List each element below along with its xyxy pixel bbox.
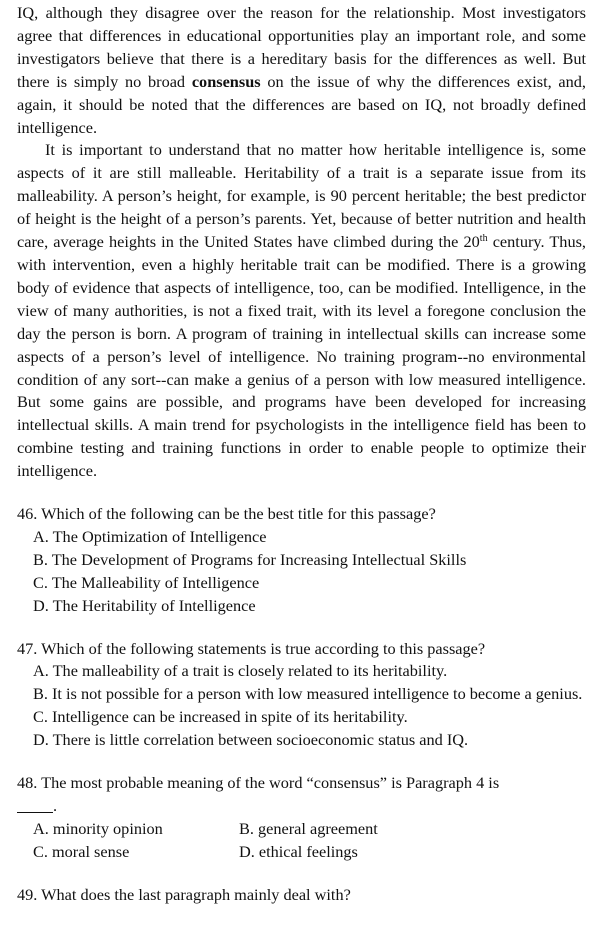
option-b: B. It is not possible for a person with low measured intelligence to become a genius. — [33, 684, 583, 704]
option-d: D. The Heritability of Intelligence — [33, 595, 256, 615]
option-a: A. The malleability of a trait is closely related to its heritability. — [33, 661, 448, 681]
question-stem: 46. Which of the following can be the best title for this passage? — [17, 504, 436, 524]
superscript: th — [479, 233, 488, 245]
passage-paragraph-2 — [17, 139, 586, 483]
question-stem: 49. What does the last paragraph mainly deal with? — [17, 884, 351, 904]
option-b: B. general agreement — [239, 818, 378, 838]
option-a: A. The Optimization of Intelligence — [33, 526, 267, 546]
option-c: C. moral sense — [33, 841, 130, 861]
option-c: C. The Malleability of Intelligence — [33, 572, 260, 592]
question-47 — [17, 638, 586, 753]
question-stem: 47. Which of the following statements is true according to this passage? — [17, 638, 486, 658]
text-run: It is important to understand that no matter how heritable intelligence is, some aspects of it are still malleable. Heritability of a trait is a separate issue from its malleability. A person’s height, for example, is 90 percent heritable; the best predictor of height is the height of a person’s parents. Yet, because of better nutrition and health care, average heights in the United States have climbed during the 20 — [17, 140, 586, 252]
question-48 — [17, 772, 586, 864]
bold-term: consensus — [191, 71, 261, 91]
options-row-1 — [17, 818, 586, 841]
question-46 — [17, 503, 586, 618]
answer-blank — [17, 798, 53, 813]
question-stem: 48. The most probable meaning of the word “consensus” is Paragraph 4 is — [17, 773, 500, 793]
passage-paragraph-1 — [17, 2, 586, 139]
options-row-2 — [17, 841, 586, 864]
text-run: century. Thus, with intervention, even a highly heritable trait can be modified. There is a growing body of evidence that aspects of intelligence, too, can be modified. Intelligence, in the view of many authorities, is not a fixed trait, with its level a foregone conclusion the day the person is born. A program of training in intellectual skills can increase some aspects of a person’s level of intelligence. No training program--no environmental condition of any sort--can make a genius of a person with low measured intelligence. But some gains are possible, and programs have been developed for increasing intellectual skills. A main trend for psychologists in the intelligence field has been to combine testing and training functions in order to enable people to optimize their intelligence. — [17, 232, 586, 481]
blank-period: . — [53, 796, 58, 815]
question-49 — [17, 884, 586, 907]
option-d: D. ethical feelings — [239, 841, 358, 861]
answer-blank-line — [17, 795, 586, 818]
option-a: A. minority opinion — [33, 818, 163, 838]
option-c: C. Intelligence can be increased in spite of its heritability. — [33, 707, 408, 727]
option-d: D. There is little correlation between socioeconomic status and IQ. — [33, 730, 469, 750]
text-run: IQ, although they disagree over the reason for the relationship. Most investigators agree that differences in educational opportunities play an important role, and some investigators believe that there is a hereditary basis for the differences as well. But there is simply no broad — [17, 3, 586, 91]
text-run: on the issue of why the differences exist, and, again, it should be noted that the differences are based on IQ, not broadly defined intelligence. — [17, 71, 586, 137]
option-b: B. The Development of Programs for Increasing Intellectual Skills — [33, 549, 467, 569]
